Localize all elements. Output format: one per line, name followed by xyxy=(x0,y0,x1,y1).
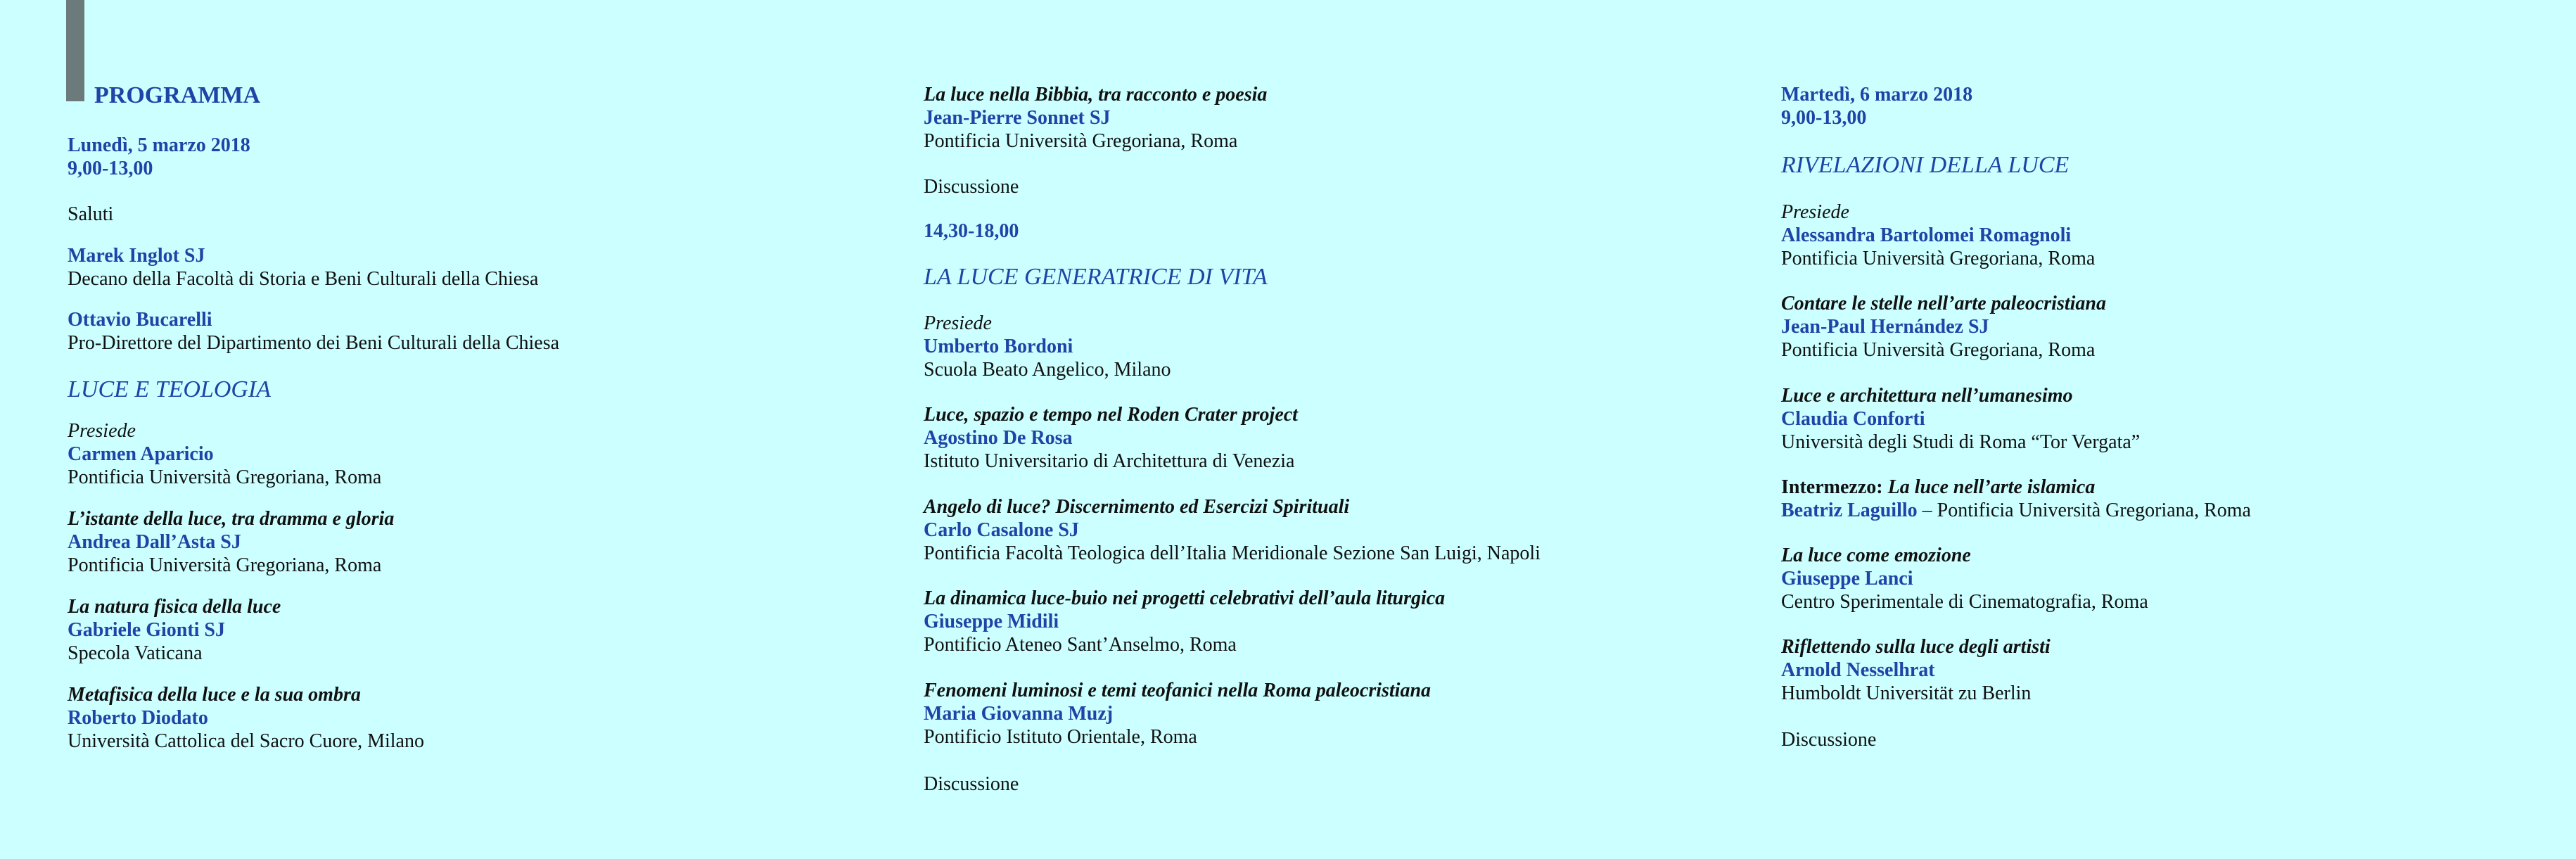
speaker-name: Marek Inglot SJ xyxy=(68,245,205,267)
interlude-speaker-line xyxy=(1781,499,2251,522)
session-time: 9,00-13,00 xyxy=(68,158,153,179)
talk-institution: Pontificia Università Gregoriana, Roma xyxy=(68,554,382,576)
speaker-role: Decano della Facoltà di Storia e Beni Culturali della Chiesa xyxy=(68,268,539,290)
talk-institution: Humboldt Universität zu Berlin xyxy=(1781,682,2032,704)
talk-speaker: Roberto Diodato xyxy=(68,707,208,729)
chair-institution: Pontificia Università Gregoriana, Roma xyxy=(68,466,382,488)
talk-speaker: Jean-Pierre Sonnet SJ xyxy=(924,107,1111,129)
talk-block xyxy=(1781,544,2148,613)
speaker-name: Ottavio Bucarelli xyxy=(68,309,212,331)
talk-block xyxy=(924,587,1445,656)
talk-block xyxy=(1781,384,2140,454)
interlude-line xyxy=(1781,476,2251,499)
talk-title: Luce e architettura nell’umanesimo xyxy=(1781,385,2073,407)
talk-block xyxy=(68,507,394,577)
chair-block xyxy=(924,312,1171,381)
talk-block xyxy=(924,83,1267,153)
talk-block xyxy=(1781,292,2106,362)
talk-title: La luce nella Bibbia, tra racconto e poesia xyxy=(924,84,1268,106)
talk-institution: Centro Sperimentale di Cinematografia, Roma xyxy=(1781,591,2148,613)
talk-title: Angelo di luce? Discernimento ed Esercizi Spirituali xyxy=(924,496,1350,518)
chair-name: Umberto Bordoni xyxy=(924,336,1073,357)
talk-title: Metafisica della luce e la sua ombra xyxy=(68,684,361,706)
chair-block xyxy=(1781,201,2095,270)
talk-institution: Università degli Studi di Roma “Tor Vergata” xyxy=(1781,431,2141,453)
interlude-title: La luce nell’arte islamica xyxy=(1887,476,2096,498)
talk-institution: Istituto Universitario di Architettura di Venezia xyxy=(924,450,1295,472)
interlude-label: Intermezzo: xyxy=(1781,476,1883,498)
talk-institution: Pontificio Istituto Orientale, Roma xyxy=(924,726,1197,748)
accent-bar xyxy=(66,0,84,101)
section-title: RIVELAZIONI DELLA LUCE xyxy=(1781,152,2070,178)
greeting-1 xyxy=(68,244,538,291)
chair-institution: Pontificia Università Gregoriana, Roma xyxy=(1781,248,2096,269)
section-title: LUCE E TEOLOGIA xyxy=(68,376,272,402)
talk-title: L’istante della luce, tra dramma e gloria xyxy=(68,508,395,530)
talk-speaker: Carlo Casalone SJ xyxy=(924,519,1079,541)
talk-institution: Università Cattolica del Sacro Cuore, Milano xyxy=(68,730,424,752)
talk-title: La natura fisica della luce xyxy=(68,596,281,618)
talk-title: La dinamica luce-buio nei progetti celebrativi dell’aula liturgica xyxy=(924,587,1446,609)
talk-block xyxy=(924,679,1431,749)
chair-institution: Scuola Beato Angelico, Milano xyxy=(924,359,1171,381)
day-header xyxy=(1781,83,1972,129)
talk-institution: Pontificia Università Gregoriana, Roma xyxy=(1781,339,2096,361)
talk-block xyxy=(924,495,1541,565)
talk-title: Riflettendo sulla luce degli artisti xyxy=(1781,636,2051,658)
chair-label: Presiede xyxy=(924,312,992,334)
chair-name: Alessandra Bartolomei Romagnoli xyxy=(1781,224,2072,246)
day-header xyxy=(68,134,250,180)
talk-block xyxy=(1781,635,2051,705)
talk-speaker: Gabriele Gionti SJ xyxy=(68,619,225,641)
program-title: PROGRAMMA xyxy=(94,82,261,108)
talk-speaker: Agostino De Rosa xyxy=(924,427,1073,449)
day-date: Lunedì, 5 marzo 2018 xyxy=(68,134,250,156)
talk-title: La luce come emozione xyxy=(1781,545,1971,566)
speaker-role: Pro-Direttore del Dipartimento dei Beni Culturali della Chiesa xyxy=(68,332,560,354)
talk-block xyxy=(68,595,281,665)
discussion-label: Discussione xyxy=(1781,729,1877,751)
talk-institution: Pontificia Facoltà Teologica dell’Italia Meridionale Sezione San Luigi, Napoli xyxy=(924,542,1541,564)
discussion-label: Discussione xyxy=(924,773,1019,795)
session-time: 14,30-18,00 xyxy=(924,220,1019,242)
chair-block xyxy=(68,419,381,489)
talk-title: Luce, spazio e tempo nel Roden Crater project xyxy=(924,404,1298,426)
section-title: LA LUCE GENERATRICE DI VITA xyxy=(924,264,1268,290)
day-date: Martedì, 6 marzo 2018 xyxy=(1781,84,1973,106)
talk-institution: Specola Vaticana xyxy=(68,642,203,664)
saluti-label: Saluti xyxy=(68,203,114,225)
talk-speaker: Jean-Paul Hernández SJ xyxy=(1781,316,1989,338)
talk-speaker: Claudia Conforti xyxy=(1781,408,1925,430)
talk-block xyxy=(68,683,424,753)
talk-speaker: Maria Giovanna Muzj xyxy=(924,703,1114,725)
chair-label: Presiede xyxy=(68,420,136,442)
interlude-block xyxy=(1781,476,2251,522)
talk-institution: Pontificia Università Gregoriana, Roma xyxy=(924,130,1238,152)
talk-title: Contare le stelle nell’arte paleocristiana xyxy=(1781,293,2106,314)
talk-speaker: Giuseppe Lanci xyxy=(1781,568,1913,590)
greeting-2 xyxy=(68,308,559,355)
talk-speaker: Giuseppe Midili xyxy=(924,611,1059,632)
talk-institution: Pontificio Ateneo Sant’Anselmo, Roma xyxy=(924,634,1237,656)
talk-speaker: Andrea Dall’Asta SJ xyxy=(68,531,241,553)
discussion-label: Discussione xyxy=(924,176,1019,198)
session-time: 9,00-13,00 xyxy=(1781,107,1867,129)
talk-block xyxy=(924,403,1298,473)
interlude-institution: – Pontificia Università Gregoriana, Roma xyxy=(1917,500,2251,521)
chair-label: Presiede xyxy=(1781,201,1849,223)
chair-name: Carmen Aparicio xyxy=(68,443,214,465)
talk-title: Fenomeni luminosi e temi teofanici nella Roma paleocristiana xyxy=(924,680,1432,701)
talk-speaker: Arnold Nesselhrat xyxy=(1781,659,1935,681)
interlude-speaker: Beatriz Laguillo xyxy=(1781,500,1918,521)
